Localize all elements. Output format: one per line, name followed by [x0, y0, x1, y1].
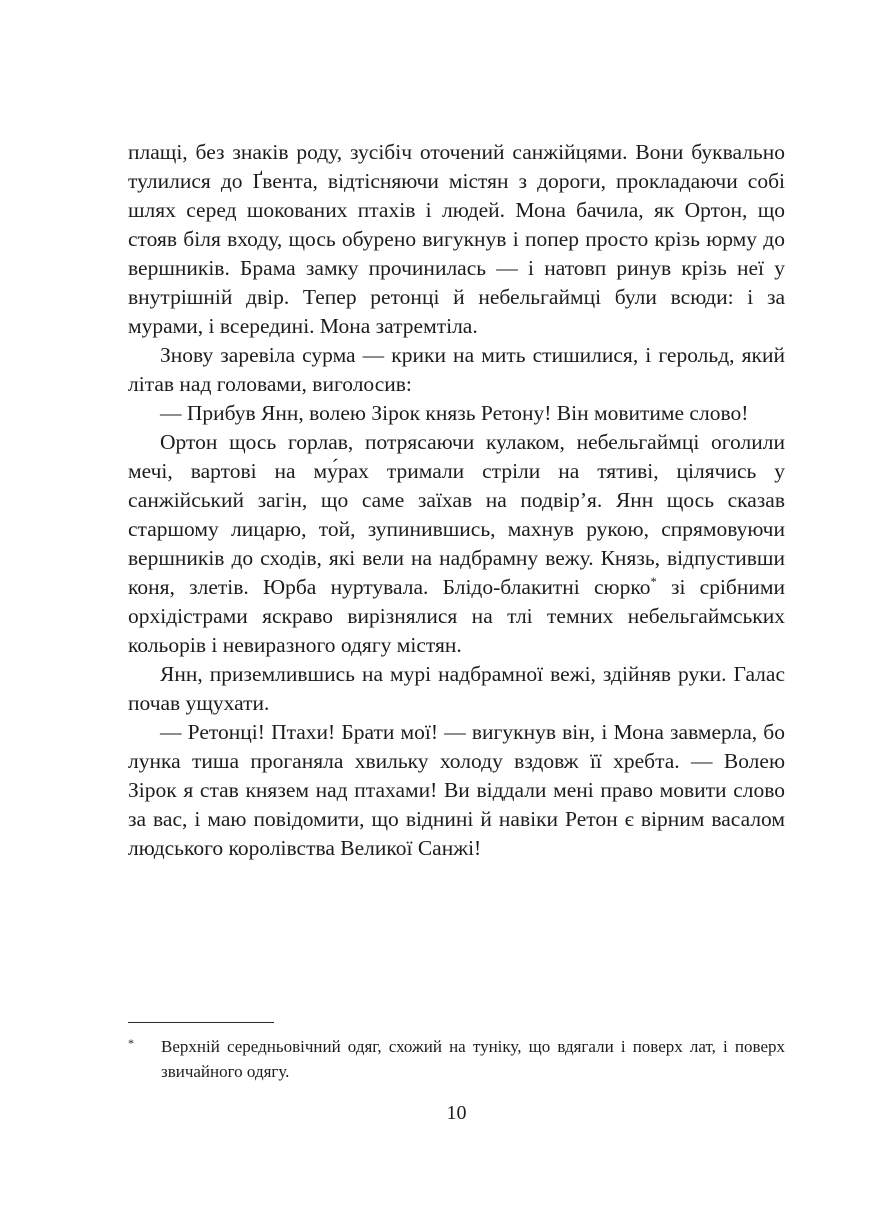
paragraph: Ортон щось горлав, потрясаючи кулаком, небельгаймці оголили мечі, вартові на му́рах тримали стріли на тятиві, цілячись у санжійський загін, що саме заїхав на подвір’я. Янн щось сказав старшому лицарю, той, зупинившись, махнув рукою, спрямовуючи вершників до сходів, які вели на надбрамну вежу. Князь, відпустивши коня, злетів. Юрба нуртувала. Блідо-блакитні сюрко* зі срібними орхідістрами яскраво вирізнялися на тлі темних небельгаймських кольорів і невиразного одягу містян. — [128, 430, 785, 657]
footnote-area — [128, 1022, 785, 1084]
footnote-marker: * — [128, 1036, 134, 1050]
footnote-separator — [128, 1022, 274, 1023]
footnote-reference-marker: * — [650, 574, 657, 589]
paragraph: Янн, приземлившись на мурі надбрамної вежі, здійняв руки. Галас почав ущухати. — [128, 662, 785, 715]
page-number: 10 — [446, 1102, 467, 1124]
paragraph: плащі, без знаків роду, зусібіч оточений санжійцями. Вони буквально тулилися до Ґвента, відтісняючи містян з дороги, прокладаючи собі шлях серед шокованих птахів і людей. Мона бачила, як Ортон, що стояв біля входу, щось обурено вигукнув і попер просто крізь юрму до вершників. Брама замку прочинилась — і натовп ринув крізь неї у внутрішній двір. Тепер ретонці й небельгаймці були всюди: і за мурами, і всередині. Мона затремтіла. — [128, 140, 785, 338]
footnote — [128, 1034, 785, 1084]
paragraph: — Ретонці! Птахи! Брати мої! — вигукнув він, і Мона завмерла, бо лунка тиша проганяла хвильку холоду вздовж її хребта. — Волею Зірок я став князем над птахами! Ви віддали мені право мовити слово за вас, і маю повідомити, що віднині й навіки Ретон є вірним васалом людського королівства Великої Санжі! — [128, 720, 785, 860]
text-block — [128, 138, 785, 863]
paragraph: Знову заревіла сурма — крики на мить стишилися, і герольд, який літав над головами, виголосив: — [128, 343, 785, 396]
footnote-text: Верхній середньовічний одяг, схожий на туніку, що вдягали і поверх лат, і поверх звичайного одягу. — [161, 1037, 785, 1081]
paragraph: — Прибув Янн, волею Зірок князь Ретону! Він мовитиме слово! — [160, 401, 749, 425]
